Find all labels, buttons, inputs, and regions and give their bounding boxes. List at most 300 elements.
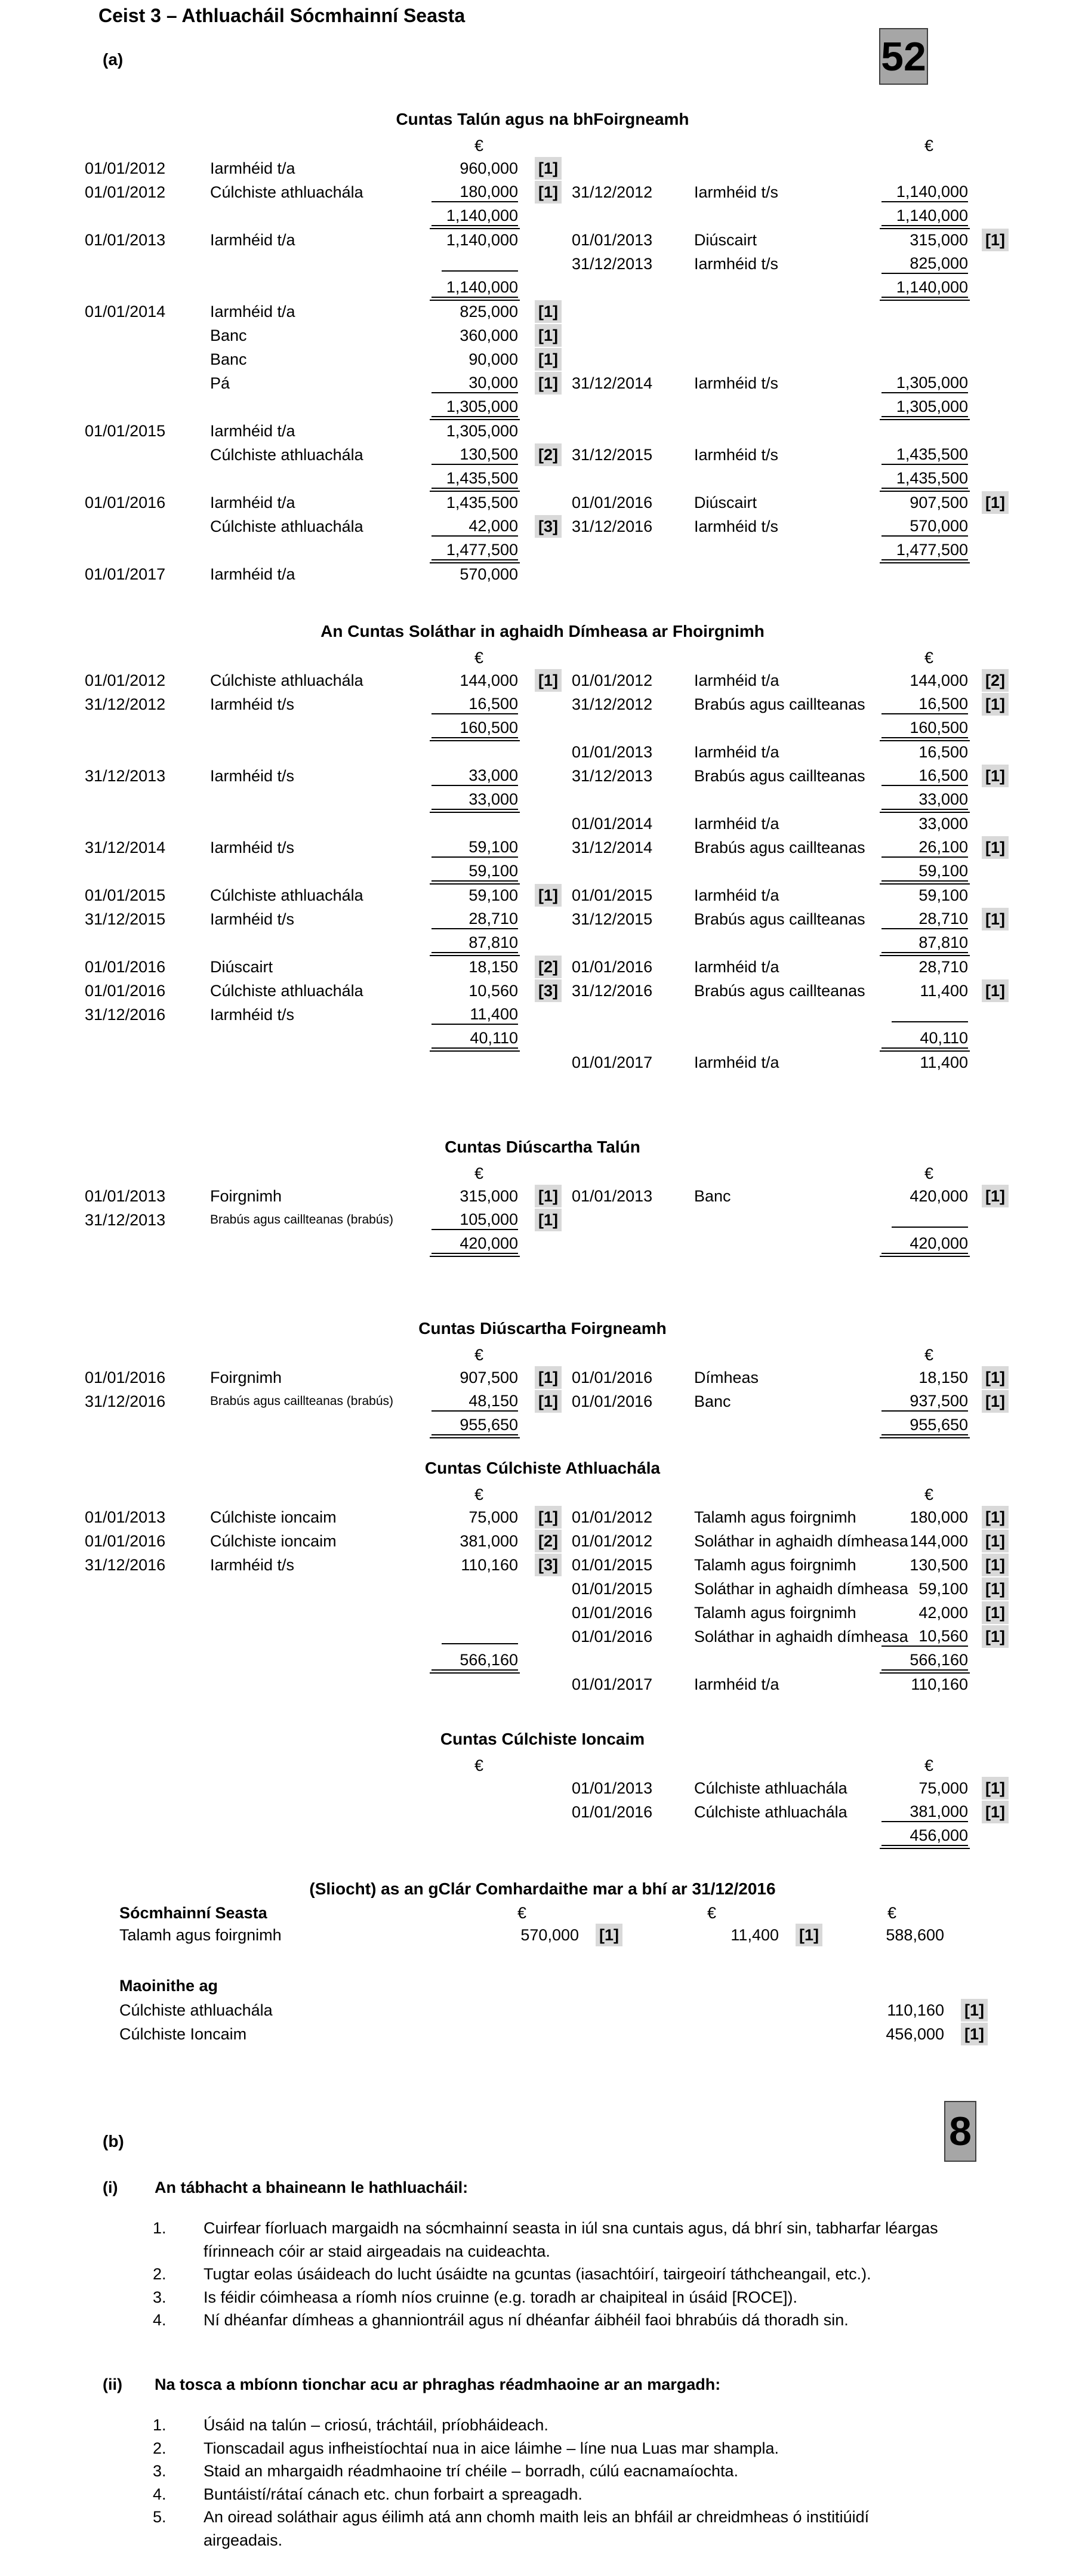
account-rows (0, 1505, 1085, 1696)
marks-badge-part-a: 52 (879, 28, 928, 85)
left-description: Iarmhéid t/s (210, 695, 295, 713)
account-row (0, 931, 1085, 955)
right-description: Brabús agus caillteanas (694, 910, 865, 928)
list-item: Is féidir cóimheasa a ríomh níos cruinne (e.g. toradh ar chaipiteal in úsáid [ROCE]). (204, 2288, 797, 2306)
right-marker: [1] (982, 491, 1009, 514)
right-amount: 570,000 (881, 517, 968, 537)
balance-sheet-header (0, 1903, 1085, 1923)
account-row (0, 955, 1085, 979)
section-i-label: (i) (103, 2178, 118, 2196)
right-description: Iarmhéid t/a (694, 1675, 779, 1693)
left-amount: 10,560 (468, 981, 518, 1000)
left-date: 01/01/2012 (85, 159, 166, 177)
euro-symbol: € (924, 1164, 933, 1182)
left-amount: 33,000 (431, 790, 518, 810)
bs-amount-col1: 570,000 (520, 1925, 579, 1944)
account-row (0, 467, 1085, 491)
left-amount: 1,140,000 (431, 207, 518, 226)
left-date: 31/12/2016 (85, 1555, 166, 1574)
bs-marker-col3: [1] (961, 1999, 988, 2022)
left-description: Iarmhéid t/s (210, 1005, 295, 1024)
left-marker: [1] (535, 324, 562, 347)
right-amount: 59,100 (918, 1579, 968, 1598)
right-date: 01/01/2014 (572, 814, 653, 833)
right-date: 31/12/2013 (572, 766, 653, 785)
left-amount: 160,500 (431, 719, 518, 738)
right-amount: 1,140,000 (881, 183, 968, 202)
part-a-label: (a) (103, 50, 124, 69)
left-description: Cúlchiste athluachála (210, 445, 363, 464)
left-date: 31/12/2015 (85, 910, 166, 928)
currency-header-row (0, 647, 1085, 668)
account-title: Cuntas Diúscartha Talún (445, 1138, 640, 1156)
right-date: 01/01/2012 (572, 1532, 653, 1550)
list-item: Staid an mhargaidh réadmhaoine trí chéile – borradh, cúlú eacnamaíochta. (204, 2462, 739, 2480)
right-date: 31/12/2012 (572, 183, 653, 201)
left-marker: [1] (535, 669, 562, 692)
account-row (0, 764, 1085, 788)
account-row (0, 538, 1085, 562)
left-amount: 59,100 (431, 862, 518, 882)
left-amount: 315,000 (460, 1187, 518, 1205)
right-amount: 33,000 (881, 790, 968, 810)
left-amount: 180,000 (431, 183, 518, 202)
section-i-heading: An tábhacht a bhaineann le hathluacháil: (155, 2178, 468, 2196)
right-marker: [1] (982, 1530, 1009, 1552)
right-amount: 11,400 (920, 981, 968, 1000)
right-amount: 42,000 (918, 1603, 968, 1622)
account-row (0, 740, 1085, 764)
left-description: Iarmhéid t/a (210, 159, 295, 177)
left-marker: [1] (535, 1185, 562, 1207)
left-description: Cúlchiste athluachála (210, 981, 363, 1000)
right-description: Soláthar in aghaidh dímheasa (694, 1627, 908, 1646)
left-amount: 960,000 (460, 159, 518, 177)
left-marker: [1] (535, 348, 562, 371)
list-item: Cuirfear fíorluach margaidh na sócmhainní seasta in iúl sna cuntais agus, dá bhrí sin, tabharfar léargas fírinneach cóir ar staid airgeadais na cuideachta. (204, 2219, 938, 2260)
right-marker: [2] (982, 669, 1009, 692)
left-date: 31/12/2016 (85, 1005, 166, 1024)
right-date: 01/01/2016 (572, 1802, 653, 1821)
right-description: Cúlchiste athluachála (694, 1802, 847, 1821)
currency-header-row (0, 135, 1085, 156)
right-description: Iarmhéid t/a (694, 1053, 779, 1071)
right-amount: 59,100 (918, 886, 968, 904)
account-row (0, 883, 1085, 907)
left-description: Banc (210, 326, 247, 344)
right-description: Iarmhéid t/a (694, 957, 779, 976)
left-amount: 130,500 (431, 445, 518, 465)
bs-amount-col3: 588,600 (886, 1925, 944, 1944)
left-date: 31/12/2014 (85, 838, 166, 856)
section-ii (103, 2374, 980, 2552)
bs-amount-col3: 456,000 (886, 2025, 944, 2043)
account-row (0, 1050, 1085, 1074)
left-marker: [1] (535, 300, 562, 323)
left-date: 01/01/2015 (85, 421, 166, 440)
account-diuscartha-foirgneamh (0, 1318, 1085, 1437)
list-item: An oiread soláthair agus éilimh atá ann chomh maith leis an bhfáil ar chreidmheas ó institiúidí airgeadais. (204, 2508, 870, 2549)
right-amount (892, 1208, 968, 1228)
account-title: Cuntas Cúlchiste Ioncaim (440, 1730, 645, 1748)
right-date: 01/01/2013 (572, 742, 653, 761)
list-item: Tugtar eolas úsáideach do lucht úsáidte na gcuntas (iasachtóirí, tairgeoirí táthcheangail, etc.). (204, 2265, 871, 2283)
left-description: Iarmhéid t/a (210, 493, 295, 511)
list-item: Buntáistí/rátaí cánach etc. chun forbairt a spreagadh. (204, 2485, 582, 2503)
left-description: Diúscairt (210, 957, 273, 976)
left-amount: 360,000 (460, 326, 518, 344)
left-description: Brabús agus caillteanas (brabús) (210, 1213, 394, 1227)
left-description: Banc (210, 350, 247, 368)
left-amount: 18,150 (468, 957, 518, 976)
balance-sheet-title: (Sliocht) as an gClár Comhardaithe mar a bhí ar 31/12/2016 (309, 1879, 776, 1898)
left-amount: 420,000 (431, 1234, 518, 1254)
account-row (0, 1529, 1085, 1553)
balance-sheet-row (0, 1998, 1085, 2022)
left-marker: [1] (535, 372, 562, 395)
right-description: Iarmhéid t/a (694, 671, 779, 689)
left-amount: 1,305,000 (431, 398, 518, 417)
account-row (0, 300, 1085, 323)
account-row (0, 1366, 1085, 1389)
left-date: 01/01/2012 (85, 671, 166, 689)
right-marker: [1] (982, 1577, 1009, 1600)
account-row (0, 1027, 1085, 1050)
left-marker: [2] (535, 956, 562, 978)
euro-symbol: € (474, 1345, 483, 1364)
left-amount (442, 1625, 518, 1644)
balance-sheet-extract (0, 1879, 1085, 2046)
right-date: 31/12/2015 (572, 445, 653, 464)
right-date: 01/01/2013 (572, 1187, 653, 1205)
currency-header-row (0, 1344, 1085, 1366)
left-marker: [1] (535, 1506, 562, 1529)
right-date: 31/12/2014 (572, 838, 653, 856)
account-row (0, 276, 1085, 300)
left-marker: [3] (535, 1554, 562, 1576)
left-date: 31/12/2012 (85, 695, 166, 713)
right-date: 01/01/2016 (572, 1603, 653, 1622)
left-date: 31/12/2016 (85, 1392, 166, 1410)
right-amount: 33,000 (918, 814, 968, 833)
currency-header-row (0, 1484, 1085, 1505)
account-row (0, 812, 1085, 836)
left-marker: [1] (535, 884, 562, 907)
account-row (0, 836, 1085, 859)
balance-sheet-row (0, 1923, 1085, 1947)
left-marker: [1] (535, 1390, 562, 1413)
account-row (0, 1003, 1085, 1027)
account-row (0, 907, 1085, 931)
right-amount: 16,500 (881, 766, 968, 786)
euro-symbol: € (887, 1903, 896, 1922)
left-description: Iarmhéid t/s (210, 910, 295, 928)
account-row (0, 788, 1085, 812)
right-amount: 11,400 (920, 1053, 968, 1071)
bs-marker-col1: [1] (596, 1924, 622, 1946)
account-rows (0, 1366, 1085, 1437)
left-amount (442, 252, 518, 272)
account-row (0, 1413, 1085, 1437)
right-amount: 566,160 (881, 1651, 968, 1671)
right-amount: 1,435,500 (881, 445, 968, 465)
section-ii-label: (ii) (103, 2375, 122, 2393)
right-date: 01/01/2012 (572, 1508, 653, 1526)
right-description: Banc (694, 1392, 731, 1410)
right-description: Iarmhéid t/s (694, 254, 779, 273)
right-marker: [1] (982, 229, 1009, 251)
right-amount: 456,000 (881, 1826, 968, 1846)
right-marker: [1] (982, 908, 1009, 930)
right-marker: [1] (982, 693, 1009, 716)
euro-symbol: € (474, 1485, 483, 1503)
euro-symbol: € (924, 136, 933, 155)
right-date: 01/01/2015 (572, 886, 653, 904)
left-description: Brabús agus caillteanas (brabús) (210, 1394, 394, 1408)
account-row (0, 204, 1085, 228)
left-description: Iarmhéid t/a (210, 565, 295, 583)
left-description: Cúlchiste ioncaim (210, 1532, 337, 1550)
account-title: Cuntas Talún agus na bhFoirgneamh (396, 110, 689, 128)
left-amount: 48,150 (431, 1392, 518, 1412)
right-amount: 16,500 (881, 695, 968, 714)
left-marker: [1] (535, 157, 562, 180)
account-row (0, 491, 1085, 514)
account-row (0, 1601, 1085, 1625)
account-row (0, 419, 1085, 443)
right-description: Talamh agus foirgnimh (694, 1508, 856, 1526)
right-marker: [1] (982, 1777, 1009, 1799)
left-amount: 105,000 (431, 1210, 518, 1230)
left-description: Cúlchiste athluachála (210, 886, 363, 904)
left-date: 01/01/2016 (85, 1532, 166, 1550)
right-amount: 1,140,000 (881, 278, 968, 298)
right-date: 01/01/2016 (572, 1368, 653, 1386)
left-date: 01/01/2017 (85, 565, 166, 583)
left-amount: 11,400 (431, 1005, 518, 1025)
section-ii-list (153, 2414, 941, 2552)
right-amount: 110,160 (911, 1675, 968, 1693)
list-item: Ní dhéanfar dímheas a ghanniontráil agus ní dhéanfar áibhéil faoi bhrabúis dá thoradh sin. (204, 2311, 849, 2329)
left-description: Cúlchiste athluachála (210, 671, 363, 689)
right-amount: 16,500 (918, 742, 968, 761)
account-row (0, 692, 1085, 716)
list-item: Úsáid na talún – criosú, tráchtáil, príobháideach. (204, 2416, 548, 2434)
left-date: 01/01/2013 (85, 230, 166, 249)
right-marker: [1] (982, 1801, 1009, 1823)
right-description: Talamh agus foirgnimh (694, 1603, 856, 1622)
right-marker: [1] (982, 1506, 1009, 1529)
account-row (0, 323, 1085, 347)
left-amount: 907,500 (460, 1368, 518, 1386)
bs-marker-col3: [1] (961, 2023, 988, 2045)
right-date: 31/12/2015 (572, 910, 653, 928)
left-amount: 566,160 (431, 1651, 518, 1671)
right-date: 01/01/2016 (572, 493, 653, 511)
euro-symbol: € (924, 648, 933, 667)
left-amount: 110,160 (461, 1555, 518, 1574)
account-row (0, 156, 1085, 180)
financed-rows (0, 1998, 1085, 2046)
right-amount: 1,435,500 (881, 469, 968, 489)
left-amount: 28,710 (431, 910, 518, 929)
right-amount: 87,810 (881, 933, 968, 953)
left-date: 01/01/2016 (85, 957, 166, 976)
right-amount: 1,140,000 (881, 207, 968, 226)
right-marker: [1] (982, 1554, 1009, 1576)
euro-symbol: € (924, 1345, 933, 1364)
left-amount: 1,435,500 (446, 493, 518, 511)
left-description: Pá (210, 374, 230, 392)
left-marker: [1] (535, 1209, 562, 1231)
account-title: Cuntas Cúlchiste Athluachála (424, 1459, 661, 1477)
euro-symbol: € (474, 136, 483, 155)
right-amount: 144,000 (910, 671, 968, 689)
left-amount: 1,435,500 (431, 469, 518, 489)
right-date: 31/12/2013 (572, 254, 653, 273)
right-description: Brabús agus caillteanas (694, 695, 865, 713)
right-description: Iarmhéid t/a (694, 814, 779, 833)
left-date: 01/01/2013 (85, 1187, 166, 1205)
right-description: Talamh agus foirgnimh (694, 1555, 856, 1574)
account-row (0, 443, 1085, 467)
right-description: Soláthar in aghaidh dímheasa (694, 1532, 908, 1550)
right-description: Iarmhéid t/a (694, 886, 779, 904)
asset-rows (0, 1923, 1085, 1947)
account-row (0, 1232, 1085, 1256)
right-amount: 825,000 (881, 254, 968, 274)
right-date: 01/01/2017 (572, 1053, 653, 1071)
right-description: Soláthar in aghaidh dímheasa (694, 1579, 908, 1598)
account-row (0, 1776, 1085, 1800)
left-date: 31/12/2013 (85, 766, 166, 785)
left-amount: 1,140,000 (446, 230, 518, 249)
left-marker: [1] (535, 181, 562, 204)
left-marker: [2] (535, 1530, 562, 1552)
right-amount: 907,500 (910, 493, 968, 511)
right-amount: 28,710 (918, 957, 968, 976)
part-b-label: (b) (103, 2132, 124, 2150)
euro-symbol: € (924, 1485, 933, 1503)
account-row (0, 1824, 1085, 1848)
account-row (0, 1577, 1085, 1601)
left-description: Cúlchiste ioncaim (210, 1508, 337, 1526)
right-amount: 18,150 (918, 1368, 968, 1386)
right-amount: 1,477,500 (881, 541, 968, 560)
account-diuscartha-talun (0, 1136, 1085, 1256)
right-date: 31/12/2014 (572, 374, 653, 392)
right-marker: [1] (982, 1390, 1009, 1413)
euro-symbol: € (517, 1903, 526, 1922)
right-description: Diúscairt (694, 493, 757, 511)
right-date: 01/01/2016 (572, 1627, 653, 1646)
right-description: Brabús agus caillteanas (694, 838, 865, 856)
right-date: 01/01/2016 (572, 1392, 653, 1410)
right-date: 31/12/2016 (572, 517, 653, 535)
euro-symbol: € (474, 1756, 483, 1774)
right-date: 01/01/2015 (572, 1555, 653, 1574)
left-amount: 570,000 (460, 565, 518, 583)
account-row (0, 1553, 1085, 1577)
right-date: 01/01/2013 (572, 230, 653, 249)
right-date: 01/01/2015 (572, 1579, 653, 1598)
right-description: Brabús agus caillteanas (694, 981, 865, 1000)
right-amount: 160,500 (881, 719, 968, 738)
left-date: 01/01/2013 (85, 1508, 166, 1526)
account-row (0, 668, 1085, 692)
account-culchiste-athluachala (0, 1458, 1085, 1696)
right-amount: 937,500 (881, 1392, 968, 1412)
account-row (0, 228, 1085, 252)
right-date: 31/12/2016 (572, 981, 653, 1000)
account-row (0, 716, 1085, 740)
account-row (0, 395, 1085, 419)
marks-badge-part-b: 8 (944, 2101, 976, 2162)
account-row (0, 1625, 1085, 1648)
left-description: Iarmhéid t/a (210, 302, 295, 321)
left-description: Iarmhéid t/s (210, 838, 295, 856)
bs-amount-col2: 11,400 (730, 1925, 779, 1944)
left-amount: 381,000 (460, 1532, 518, 1550)
right-description: Iarmhéid t/s (694, 445, 779, 464)
right-amount: 315,000 (910, 230, 968, 249)
account-title: An Cuntas Soláthar in aghaidh Dímheasa ar Fhoirgnimh (320, 622, 765, 640)
right-marker: [1] (982, 1366, 1009, 1389)
left-amount: 59,100 (431, 838, 518, 858)
euro-symbol: € (707, 1903, 716, 1922)
left-amount: 1,305,000 (446, 421, 518, 440)
right-date: 01/01/2013 (572, 1779, 653, 1797)
right-amount: 420,000 (910, 1187, 968, 1205)
left-amount: 825,000 (460, 302, 518, 321)
right-amount: 59,100 (881, 862, 968, 882)
right-description: Banc (694, 1187, 731, 1205)
left-description: Iarmhéid t/s (210, 766, 295, 785)
right-amount: 75,000 (918, 1779, 968, 1797)
left-description: Cúlchiste athluachála (210, 517, 363, 535)
left-amount: 42,000 (431, 517, 518, 537)
left-amount: 1,140,000 (431, 278, 518, 298)
account-row (0, 1672, 1085, 1696)
account-rows (0, 668, 1085, 1074)
right-marker: [1] (982, 979, 1009, 1002)
right-description: Diúscairt (694, 230, 757, 249)
bs-label: Cúlchiste athluachála (119, 2001, 273, 2019)
left-marker: [3] (535, 515, 562, 538)
bs-label: Talamh agus foirgnimh (119, 1925, 282, 1944)
right-amount: 130,500 (910, 1555, 968, 1574)
page-title: Ceist 3 – Athluacháil Sócmhainní Seasta (98, 5, 466, 26)
euro-symbol: € (924, 1756, 933, 1774)
account-row (0, 979, 1085, 1003)
left-marker: [1] (535, 1366, 562, 1389)
left-description: Iarmhéid t/s (210, 1555, 295, 1574)
assets-heading: Sócmhainní Seasta (119, 1903, 267, 1922)
left-amount: 59,100 (468, 886, 518, 904)
left-amount: 40,110 (431, 1029, 518, 1049)
right-amount: 40,110 (881, 1029, 968, 1049)
bs-label: Cúlchiste Ioncaim (119, 2025, 247, 2043)
right-marker: [1] (982, 1601, 1009, 1624)
left-date: 31/12/2013 (85, 1210, 166, 1229)
left-description: Foirgnimh (210, 1368, 282, 1386)
account-row (0, 1800, 1085, 1824)
left-description: Foirgnimh (210, 1187, 282, 1205)
right-marker: [1] (982, 836, 1009, 859)
account-row (0, 347, 1085, 371)
account-row (0, 180, 1085, 204)
right-amount: 420,000 (881, 1234, 968, 1254)
